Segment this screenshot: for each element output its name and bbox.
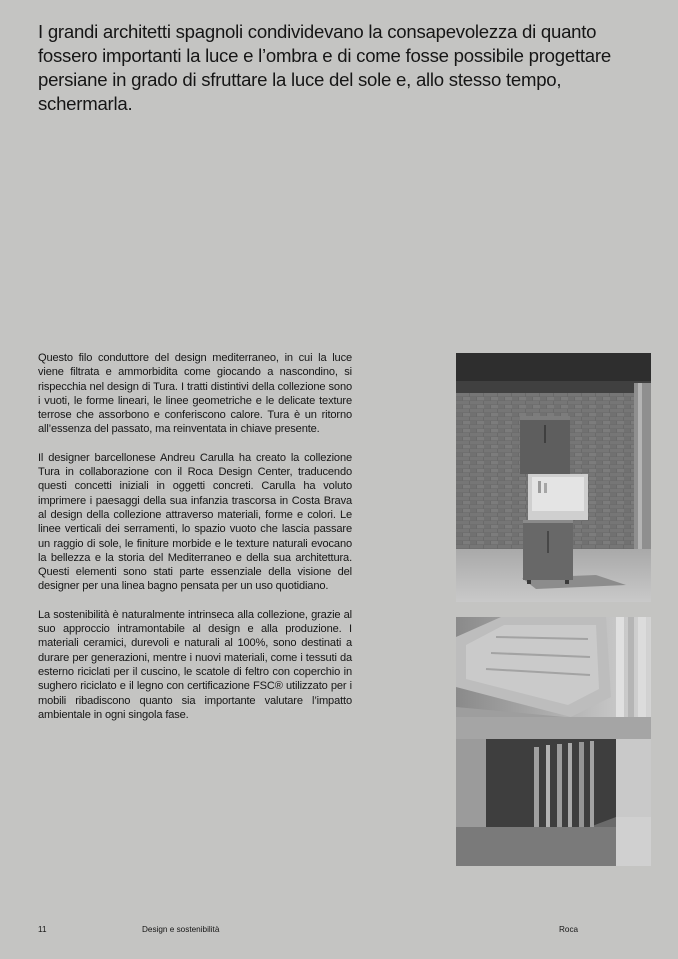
body-text <box>38 351 352 736</box>
paragraph: Il designer barcellonese Andreu Carulla ha creato la collezione Tura in collaborazione con il Roca Design Center, traducendo questi concetti iniziali in oggetti concreti. Carulla ha voluto imprimere i paesaggi della sua infanzia trascorsa in Costa Brava al design della collezione attraverso materiali, forme e colori. Le linee verticali dei serramenti, lo spazio vuoto che lascia passare un raggio di sole, le finiture morbide e le texture naturali evocano la bellezza e la storia del Mediterraneo e della sua architettura. Questi elementi sono stati parte essenziale della visione del designer per una linea bagno pensata per un uso quotidiano. <box>38 451 352 593</box>
footer-section-title: Design e sostenibilità <box>142 925 220 934</box>
photo-cabinets-brick-wall <box>456 353 651 602</box>
page-headline: I grandi architetti spagnoli condividevano la consapevolezza di quanto fossero importanti la luce e l’ombra e di come fosse possibile progettare persiane in grado di sfruttare la luce del sole e, allo stesso tempo, schermarla. <box>38 21 611 114</box>
paragraph: La sostenibilità è naturalmente intrinseca alla collezione, grazie al suo approccio intramontabile al design e alla produzione. I materiali ceramici, durevoli e naturali al 100%, sono destinati a durare per generazioni, mentre i nuovi materiali, come i tessuti da esterno riciclati per il cuscino, le scatole di feltro con coperchio in sughero riciclato e il legno con certificazione FSC® utilizzato per i mobili ribadiscono quanto sia importante valutare l’impatto ambientale in ogni singola fase. <box>38 608 352 721</box>
paragraph: Questo filo conduttore del design mediterraneo, in cui la luce viene filtrata e ammorbidita come giocando a nascondino, si rispecchia nel design di Tura. I tratti distintivi della collezione sono i vuoti, le forme lineari, le linee geometriche e le delicate texture terrose che assorbono e conferiscono calore. Tura è un ritorno all’essenza del passato, ma reinventata in chiave presente. <box>38 352 352 436</box>
page-number: 11 <box>38 925 47 934</box>
footer-brand: Roca <box>559 925 579 934</box>
photo-cushion-shelf <box>456 617 651 866</box>
